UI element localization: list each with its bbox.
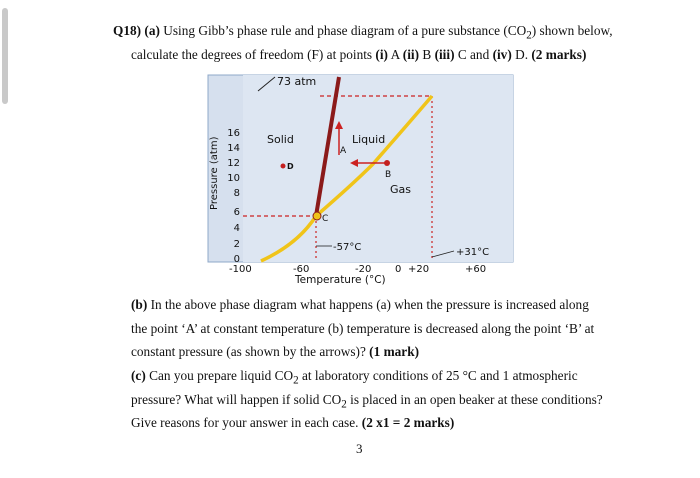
label-point-c: C and xyxy=(454,47,493,62)
y-tick: 6 xyxy=(233,207,240,218)
part-c-label: (c) xyxy=(131,368,146,383)
part-b-text-3: constant pressure (as shown by the arrows)? xyxy=(131,344,370,359)
critical-temp-annotation: +31°C xyxy=(456,247,490,258)
region-liquid-label: Liquid xyxy=(352,133,386,146)
top-label: 73 atm xyxy=(277,75,317,88)
marks-b: (1 mark) xyxy=(369,344,420,359)
y-axis-label: Pressure (atm) xyxy=(209,136,220,210)
y-tick: 16 xyxy=(227,128,240,139)
part-b-line-3 xyxy=(131,344,419,360)
label-i: (i) xyxy=(375,47,388,62)
y-tick: 12 xyxy=(227,158,240,169)
question-number: Q18) xyxy=(113,23,142,38)
x-tick: -20 xyxy=(355,264,372,275)
label-point-d: D. xyxy=(511,47,532,62)
point-b-label: B xyxy=(385,170,392,180)
point-a-label: A xyxy=(340,146,347,156)
part-b-text-1: In the above phase diagram what happens (a) when the pressure is increased along xyxy=(147,297,589,312)
x-tick: +60 xyxy=(465,264,487,275)
part-b-text-2: the point ‘A’ at constant temperature (b) temperature is decreased along the point ‘B’ at xyxy=(131,321,595,336)
y-tick: 8 xyxy=(233,188,240,199)
part-a-label: (a) xyxy=(144,23,160,38)
part-c-line-1 xyxy=(131,368,578,389)
x-tick: +20 xyxy=(408,264,430,275)
label-point-b: B xyxy=(419,47,435,62)
region-gas-label: Gas xyxy=(390,183,411,196)
part-c-text-3: Give reasons for your answer in each case. xyxy=(131,415,362,430)
point-d-label: D xyxy=(287,162,294,171)
label-iii: (iii) xyxy=(434,47,455,62)
x-axis-label: Temperature (°C) xyxy=(295,274,386,286)
question-line-1 xyxy=(113,23,613,44)
marks-a: (2 marks) xyxy=(531,47,587,62)
label-point-a: A xyxy=(387,47,403,62)
part-c-text-2a: pressure? What will happen if solid CO xyxy=(131,392,342,407)
marks-c: (2 x1 = 2 marks) xyxy=(361,415,455,430)
y-tick: 10 xyxy=(227,173,240,184)
question-line-2 xyxy=(131,47,586,63)
y-tick: 14 xyxy=(227,143,240,154)
part-c-text-2b: is placed in an open beaker at these conditions? xyxy=(346,392,603,407)
label-iv: (iv) xyxy=(492,47,512,62)
point-c-marker xyxy=(313,212,321,220)
y-tick: 0 xyxy=(233,254,240,265)
phase-diagram xyxy=(203,69,521,287)
page-number: 3 xyxy=(356,441,363,456)
part-b-label: (b) xyxy=(131,297,148,312)
part-a-text-1: Using Gibb’s phase rule and phase diagram of a pure substance (CO xyxy=(159,23,527,38)
co2-subscript: 2 xyxy=(341,398,347,411)
label-ii: (ii) xyxy=(402,47,420,62)
co2-subscript: 2 xyxy=(526,29,532,42)
point-c-label: C xyxy=(322,214,329,224)
part-c-text-1: Can you prepare liquid CO xyxy=(145,368,294,383)
part-b-line-1 xyxy=(131,297,589,313)
part-a-line2-text: calculate the degrees of freedom (F) at points xyxy=(131,47,376,62)
part-b-line-2 xyxy=(131,321,594,337)
point-d-marker xyxy=(281,164,286,169)
region-solid-label: Solid xyxy=(267,133,294,146)
y-tick: 4 xyxy=(233,223,240,234)
triple-temp-annotation: -57°C xyxy=(333,242,362,253)
y-tick: 2 xyxy=(233,239,240,250)
co2-subscript: 2 xyxy=(293,374,299,387)
part-c-line-2 xyxy=(131,392,603,413)
point-b-marker xyxy=(384,160,390,166)
x-tick: 0 xyxy=(395,264,402,275)
part-c-text-1-rest: at laboratory conditions of 25 °C and 1 atmospheric xyxy=(298,368,578,383)
x-tick: -60 xyxy=(293,264,310,275)
plot-area xyxy=(243,75,513,262)
part-a-text-2: ) shown below, xyxy=(531,23,613,38)
x-tick: -100 xyxy=(229,264,252,275)
scrollbar[interactable] xyxy=(2,8,8,104)
part-c-line-3 xyxy=(131,415,454,431)
